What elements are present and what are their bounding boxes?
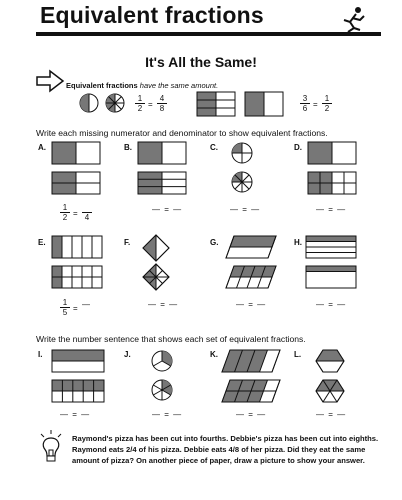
arrow-icon: [36, 70, 64, 92]
ex2-eq: =: [313, 100, 318, 109]
section1-instruction: Write each missing numerator and denominator to show equivalent fractions.: [36, 128, 328, 138]
label-j: J.: [124, 350, 131, 359]
intro-rest: have the same amount.: [139, 81, 219, 90]
answer-j-blank: — = —: [152, 410, 183, 419]
label-c: C.: [210, 143, 218, 152]
answer-i-blank: — = —: [60, 410, 91, 419]
answer-h-blank: — = —: [316, 300, 347, 309]
ex1-eq: =: [148, 100, 153, 109]
title-underline: [36, 32, 381, 36]
answer-g-blank: — = —: [236, 300, 267, 309]
example1-circles: [79, 93, 129, 115]
ex2-frac2: $\frac{1}{2}$: [322, 94, 332, 113]
answer-b-blank: — = —: [152, 205, 183, 214]
figure-b: [138, 142, 190, 200]
label-g: G.: [210, 238, 219, 247]
example2-rects: [197, 92, 287, 118]
figure-i: [52, 350, 108, 408]
label-b: B.: [124, 143, 132, 152]
ex2-frac1: $\frac{3}{6}$: [300, 94, 310, 113]
figure-h: [306, 236, 362, 294]
label-i: I.: [38, 350, 43, 359]
figure-e: [52, 236, 108, 294]
label-f: F.: [124, 238, 131, 247]
story-problem: Raymond's pizza has been cut into fourths. Debbie's pizza has been cut into eighths. Raymond eats 2/4 of his pizza. Debbie eats 4/8 of her pizza. Did they eat the same amount of pizza? On another piece of paper, draw a picture to show your answer.: [72, 434, 379, 465]
answer-d-blank: — = —: [316, 205, 347, 214]
answer-a-frac1: $\frac{1}{2}$: [60, 203, 70, 222]
figure-k: [222, 350, 284, 408]
answer-k-blank: — = —: [236, 410, 267, 419]
ex1-frac2: $\frac{4}{8}$: [157, 94, 167, 113]
answer-e-frac1: $\frac{1}{5}$: [60, 298, 70, 317]
runner-icon: [338, 6, 368, 34]
figure-l: [316, 350, 356, 408]
figure-j: [150, 350, 180, 408]
label-h: H.: [294, 238, 302, 247]
answer-a-frac2: 4: [82, 203, 92, 222]
answer-e-blank: —: [82, 300, 91, 309]
figure-d: [308, 142, 360, 200]
label-a: A.: [38, 143, 46, 152]
ex1-frac1: $\frac{1}{2}$: [135, 94, 145, 113]
answer-l-blank: — = —: [316, 410, 347, 419]
section2-instruction: Write the number sentence that shows each set of equivalent fractions.: [36, 334, 306, 344]
figure-f: [142, 234, 182, 294]
label-d: D.: [294, 143, 302, 152]
label-k: K.: [210, 350, 218, 359]
label-e: E.: [38, 238, 46, 247]
label-l: L.: [294, 350, 302, 359]
lightbulb-icon: [38, 430, 64, 464]
figure-c: [230, 142, 260, 198]
page-title: Equivalent fractions: [40, 2, 264, 28]
figure-g: [226, 236, 282, 294]
answer-c-blank: — = —: [230, 205, 261, 214]
intro-text: [66, 81, 218, 90]
answer-a-eq: =: [73, 209, 78, 218]
answer-f-blank: — = —: [148, 300, 179, 309]
figure-a: [52, 142, 104, 200]
subtitle: It's All the Same!: [145, 54, 257, 70]
answer-e-eq: =: [73, 304, 78, 313]
intro-bold: Equivalent fractions: [66, 81, 138, 90]
